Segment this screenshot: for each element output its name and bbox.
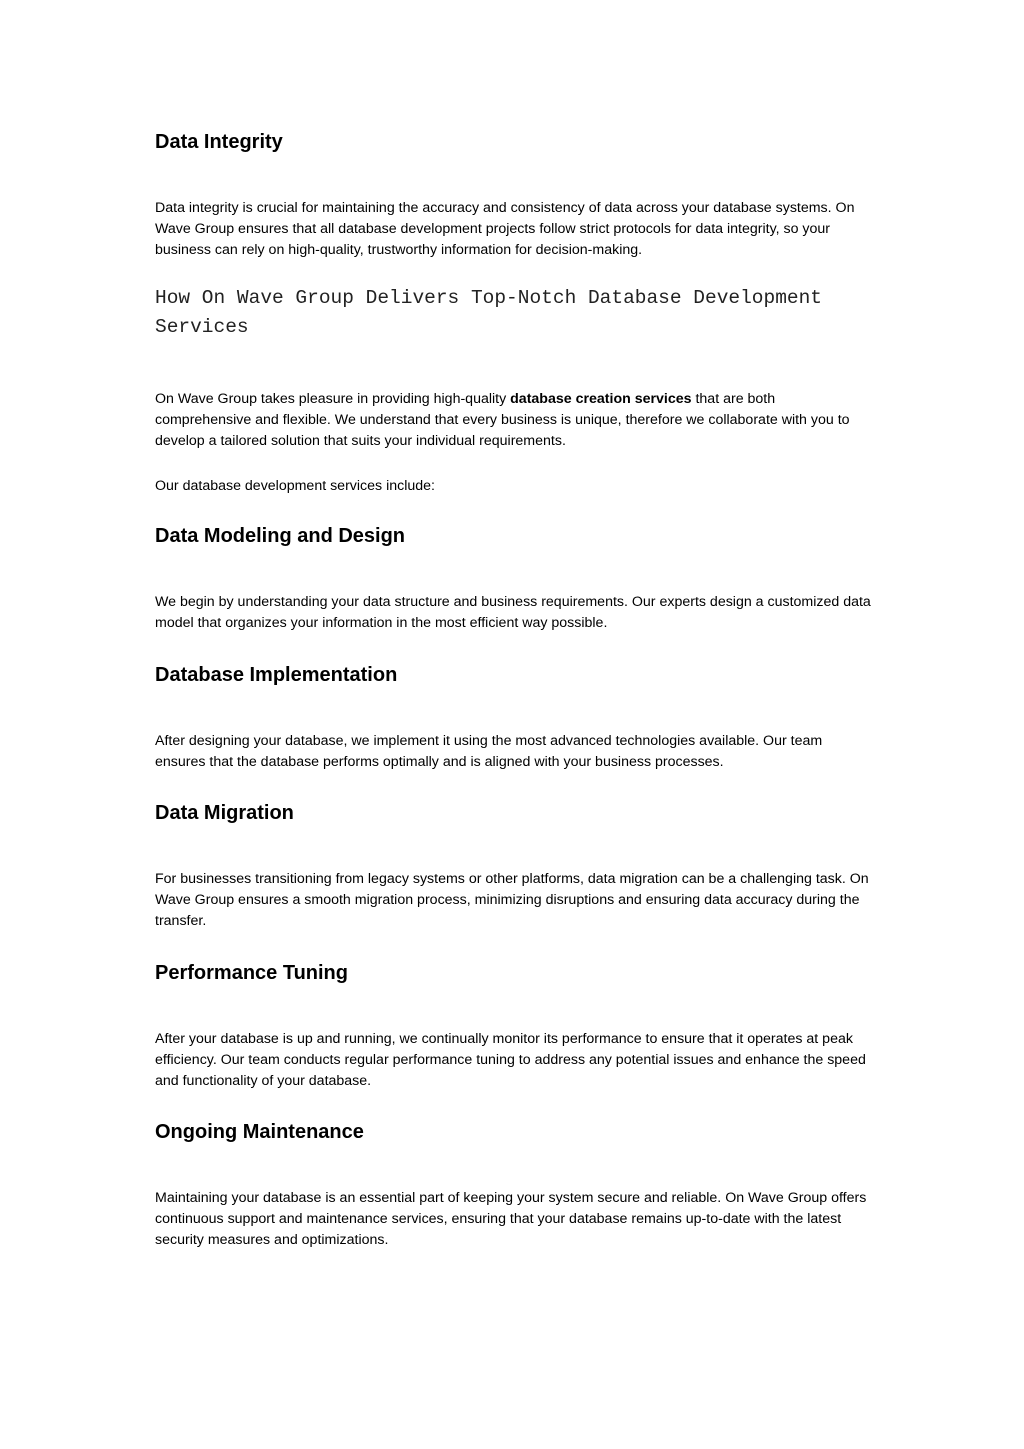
heading-how-delivers: How On Wave Group Delivers Top-Notch Database Development Services — [155, 287, 823, 338]
heading-database-implementation: Database Implementation — [155, 664, 398, 686]
heading-data-modeling: Data Modeling and Design — [155, 525, 406, 547]
intro-bold-link-text: database creation services — [510, 391, 692, 407]
heading-data-integrity: Data Integrity — [155, 131, 283, 153]
paragraph-performance-tuning: After your database is up and running, we continually monitor its performance to ensure that it operates at peak efficiency. Our team conducts regular performance tuning to address any potential issues and enhance the speed and functionality of your database. — [155, 1031, 866, 1089]
paragraph-ongoing-maintenance: Maintaining your database is an essential part of keeping your system secure and reliable. On Wave Group offers continuous support and maintenance services, ensuring that your database remains up-to-date with the latest security measures and optimizations. — [155, 1190, 867, 1248]
heading-ongoing-maintenance: Ongoing Maintenance — [155, 1121, 364, 1143]
intro-text-end: that are both comprehensive and flexible. We understand that every business is unique, therefore we collaborate with you to develop a tailored solution that suits your individual requirements. — [155, 391, 850, 449]
heading-performance-tuning: Performance Tuning — [155, 962, 348, 984]
intro-text-start: On Wave Group takes pleasure in providing high-quality — [155, 391, 511, 407]
paragraph-data-modeling: We begin by understanding your data structure and business requirements. Our experts design a customized data model that organizes your information in the most efficient way possible. — [155, 594, 871, 631]
paragraph-database-implementation: After designing your database, we implement it using the most advanced technologies available. Our team ensures that the database performs optimally and is aligned with your business processes. — [155, 733, 823, 770]
heading-data-migration: Data Migration — [155, 802, 294, 824]
paragraph-how-delivers-intro — [155, 389, 871, 452]
paragraph-services-list-lead: Our database development services include: — [155, 478, 435, 494]
paragraph-data-integrity: Data integrity is crucial for maintaining the accuracy and consistency of data across your database systems. On Wave Group ensures that all database development projects follow strict protocols for data integrity, so your business can rely on high-quality, trustworthy information for decision-making. — [155, 200, 855, 258]
paragraph-data-migration: For businesses transitioning from legacy systems or other platforms, data migration can be a challenging task. On Wave Group ensures a smooth migration process, minimizing disruptions and ensuring data accuracy during the transfer. — [155, 871, 869, 929]
